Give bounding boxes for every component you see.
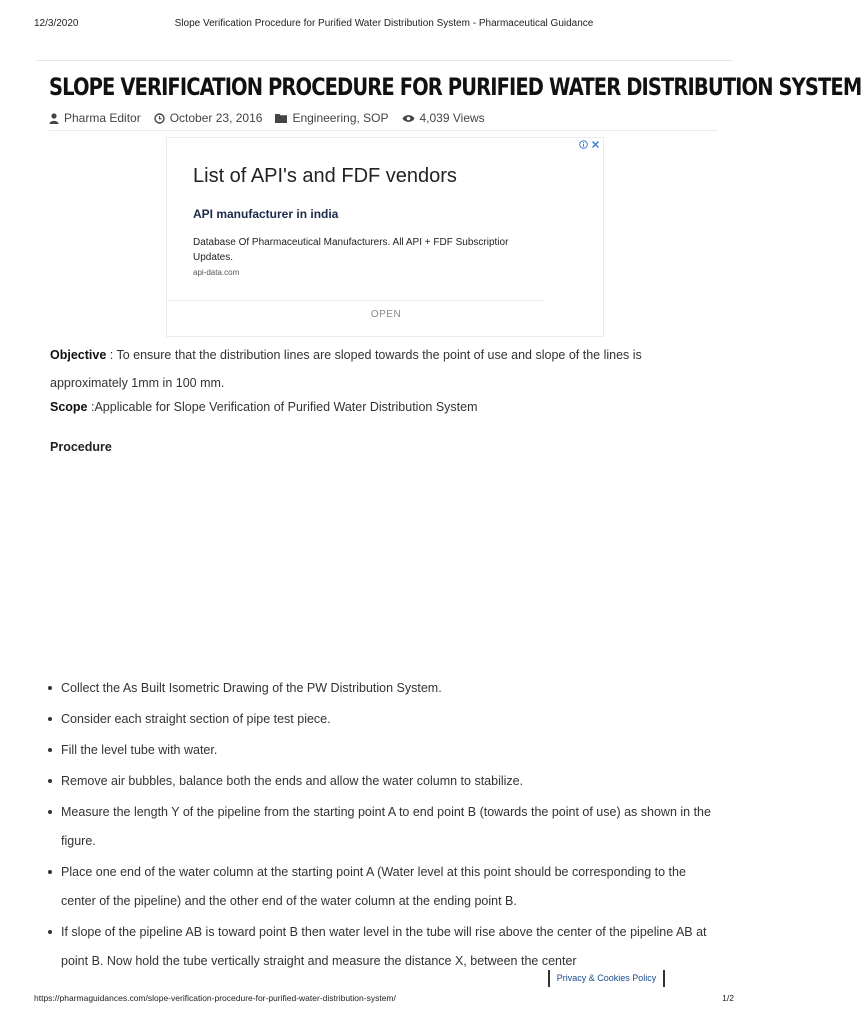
print-header xyxy=(0,18,768,32)
ad-controls[interactable] xyxy=(579,140,600,149)
meta-author-label: Pharma Editor xyxy=(64,111,141,125)
objective-paragraph xyxy=(50,341,720,397)
ad-url[interactable]: api-data.com xyxy=(193,268,240,277)
meta-views xyxy=(402,111,485,125)
list-item: Measure the length Y of the pipeline from the starting point A to end point B (towards the point of use) as shown in the figure. xyxy=(48,798,724,856)
meta-author[interactable] xyxy=(49,111,141,125)
list-item: Remove air bubbles, balance both the ends and allow the water column to stabilize. xyxy=(48,767,724,796)
ad-body-line: Database Of Pharmaceutical Manufacturers. All API + FDF Subscriptior xyxy=(193,237,509,248)
divider xyxy=(49,130,718,131)
ad-body-line: Updates. xyxy=(193,252,234,263)
scope-text: :Applicable for Slope Verification of Purified Water Distribution System xyxy=(87,400,478,414)
divider xyxy=(167,300,545,301)
meta-date-label: October 23, 2016 xyxy=(169,111,263,125)
meta-views-label: 4,039 Views xyxy=(419,111,485,125)
list-item: Consider each straight section of pipe test piece. xyxy=(48,705,724,734)
print-page-number: 1/2 xyxy=(722,993,734,1003)
print-date: 12/3/2020 xyxy=(34,18,79,29)
objective-text: : To ensure that the distribution lines are sloped towards the point of use and slope of the lines is approximately 1mm in 100 mm. xyxy=(50,348,642,390)
clock-icon xyxy=(154,113,165,124)
procedure-steps xyxy=(48,674,724,978)
article-meta xyxy=(49,110,498,126)
print-url: https://pharmaguidances.com/slope-verification-procedure-for-purified-water-distribution-system/ xyxy=(34,993,396,1003)
ad-headline[interactable]: List of API's and FDF vendors xyxy=(193,165,457,187)
list-item: Collect the As Built Isometric Drawing of the PW Distribution System. xyxy=(48,674,724,703)
ad-subhead[interactable]: API manufacturer in india xyxy=(193,207,339,221)
scope-paragraph xyxy=(50,397,720,417)
meta-categories-label: Engineering, SOP xyxy=(292,111,389,125)
privacy-policy-link[interactable]: Privacy & Cookies Policy xyxy=(548,970,665,987)
eye-icon xyxy=(402,114,415,123)
folder-icon xyxy=(275,113,287,123)
advertisement[interactable] xyxy=(166,137,604,337)
article-title: SLOPE VERIFICATION PROCEDURE FOR PURIFIED WATER DISTRIBUTION SYSTEM xyxy=(49,73,861,102)
list-item: If slope of the pipeline AB is toward point B then water level in the tube will rise above the center of the pipeline AB at point B. Now hold the tube vertically straight and measure the distance X, between the center xyxy=(48,918,724,976)
meta-categories[interactable] xyxy=(275,111,388,125)
ad-body xyxy=(193,235,548,265)
close-icon[interactable] xyxy=(591,140,600,149)
user-icon xyxy=(49,113,59,124)
objective-label: Objective xyxy=(50,348,107,362)
ad-info-icon[interactable] xyxy=(579,140,588,149)
print-page-title: Slope Verification Procedure for Purified Water Distribution System - Pharmaceutical Guidance xyxy=(174,18,594,29)
scope-label: Scope xyxy=(50,400,88,414)
ad-open-button[interactable]: OPEN xyxy=(370,309,402,320)
procedure-heading: Procedure xyxy=(50,440,112,454)
list-item: Fill the level tube with water. xyxy=(48,736,724,765)
list-item: Place one end of the water column at the starting point A (Water level at this point should be corresponding to the center of the pipeline) and the other end of the water column at the ending point B. xyxy=(48,858,724,916)
meta-date xyxy=(154,111,263,125)
divider xyxy=(36,60,733,61)
